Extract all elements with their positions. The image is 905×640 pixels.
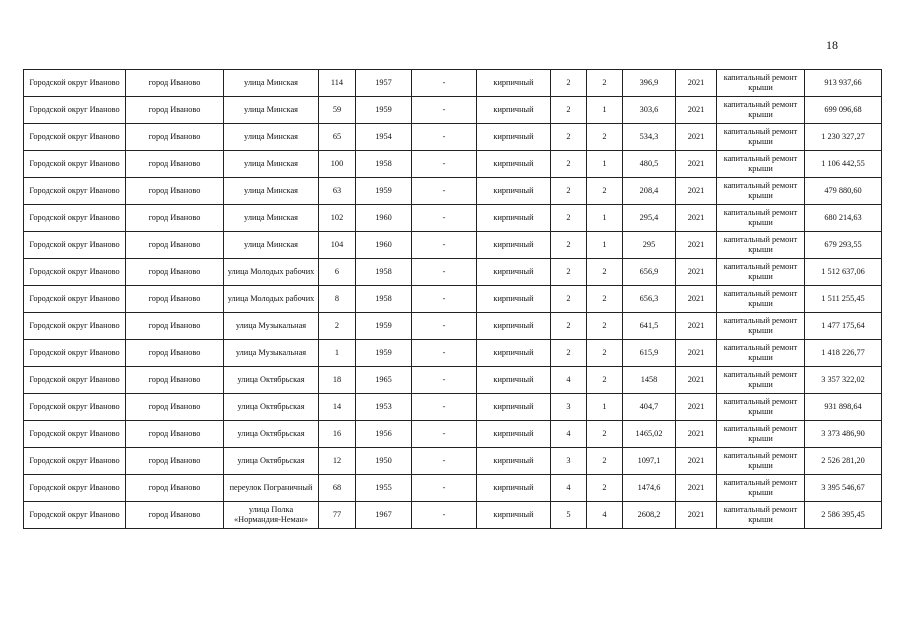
cost-cell: 3 357 322,02 [805, 367, 882, 394]
street-cell: улица Полка «Нормандия-Неман» [224, 502, 319, 529]
locality-cell: город Иваново [126, 475, 224, 502]
wall-material-cell: кирпичный [477, 205, 551, 232]
year-built-cell: 1959 [356, 340, 412, 367]
cost-cell: 1 230 327,27 [805, 124, 882, 151]
wall-material-cell: кирпичный [477, 313, 551, 340]
work-type-cell: капитальный ремонт крыши [717, 259, 805, 286]
area-cell: 303,6 [623, 97, 676, 124]
area-cell: 615,9 [623, 340, 676, 367]
work-type-cell: капитальный ремонт крыши [717, 151, 805, 178]
table-row [24, 286, 882, 313]
repair-year-cell: 2021 [676, 97, 717, 124]
wall-material-cell: кирпичный [477, 232, 551, 259]
area-cell: 208,4 [623, 178, 676, 205]
repair-year-cell: 2021 [676, 178, 717, 205]
repair-year-cell: 2021 [676, 421, 717, 448]
entrances-cell: 1 [587, 205, 623, 232]
street-cell: улица Минская [224, 232, 319, 259]
dash-cell: - [412, 205, 477, 232]
street-cell: улица Минская [224, 97, 319, 124]
cost-cell: 931 898,64 [805, 394, 882, 421]
street-cell: улица Минская [224, 205, 319, 232]
entrances-cell: 2 [587, 313, 623, 340]
table-row [24, 367, 882, 394]
entrances-cell: 2 [587, 340, 623, 367]
wall-material-cell: кирпичный [477, 97, 551, 124]
house-number-cell: 100 [319, 151, 356, 178]
work-type-cell: капитальный ремонт крыши [717, 448, 805, 475]
area-cell: 1097,1 [623, 448, 676, 475]
repair-year-cell: 2021 [676, 340, 717, 367]
entrances-cell: 2 [587, 448, 623, 475]
street-cell: улица Молодых рабочих [224, 259, 319, 286]
wall-material-cell: кирпичный [477, 448, 551, 475]
wall-material-cell: кирпичный [477, 502, 551, 529]
locality-cell: город Иваново [126, 151, 224, 178]
floors-cell: 2 [551, 70, 587, 97]
table-row [24, 394, 882, 421]
locality-cell: город Иваново [126, 313, 224, 340]
wall-material-cell: кирпичный [477, 421, 551, 448]
wall-material-cell: кирпичный [477, 151, 551, 178]
house-number-cell: 77 [319, 502, 356, 529]
entrances-cell: 1 [587, 394, 623, 421]
locality-cell: город Иваново [126, 448, 224, 475]
cost-cell: 2 586 395,45 [805, 502, 882, 529]
house-number-cell: 18 [319, 367, 356, 394]
repair-year-cell: 2021 [676, 475, 717, 502]
locality-cell: город Иваново [126, 394, 224, 421]
year-built-cell: 1959 [356, 97, 412, 124]
repair-year-cell: 2021 [676, 124, 717, 151]
area-cell: 295 [623, 232, 676, 259]
wall-material-cell: кирпичный [477, 475, 551, 502]
floors-cell: 4 [551, 421, 587, 448]
area-cell: 1458 [623, 367, 676, 394]
year-built-cell: 1950 [356, 448, 412, 475]
entrances-cell: 2 [587, 124, 623, 151]
cost-cell: 913 937,66 [805, 70, 882, 97]
municipality-cell: Городской округ Иваново [24, 313, 126, 340]
cost-cell: 2 526 281,20 [805, 448, 882, 475]
street-cell: переулок Пограничный [224, 475, 319, 502]
entrances-cell: 1 [587, 97, 623, 124]
work-type-cell: капитальный ремонт крыши [717, 502, 805, 529]
entrances-cell: 2 [587, 259, 623, 286]
locality-cell: город Иваново [126, 286, 224, 313]
year-built-cell: 1959 [356, 313, 412, 340]
municipality-cell: Городской округ Иваново [24, 394, 126, 421]
repair-year-cell: 2021 [676, 286, 717, 313]
repair-year-cell: 2021 [676, 151, 717, 178]
house-number-cell: 12 [319, 448, 356, 475]
municipality-cell: Городской округ Иваново [24, 70, 126, 97]
municipality-cell: Городской округ Иваново [24, 340, 126, 367]
work-type-cell: капитальный ремонт крыши [717, 394, 805, 421]
dash-cell: - [412, 178, 477, 205]
house-number-cell: 16 [319, 421, 356, 448]
locality-cell: город Иваново [126, 232, 224, 259]
municipality-cell: Городской округ Иваново [24, 367, 126, 394]
wall-material-cell: кирпичный [477, 394, 551, 421]
year-built-cell: 1960 [356, 205, 412, 232]
dash-cell: - [412, 151, 477, 178]
year-built-cell: 1960 [356, 232, 412, 259]
house-number-cell: 59 [319, 97, 356, 124]
entrances-cell: 2 [587, 178, 623, 205]
municipality-cell: Городской округ Иваново [24, 178, 126, 205]
locality-cell: город Иваново [126, 340, 224, 367]
repair-year-cell: 2021 [676, 232, 717, 259]
house-number-cell: 65 [319, 124, 356, 151]
floors-cell: 4 [551, 475, 587, 502]
dash-cell: - [412, 124, 477, 151]
housing-repair-table [23, 69, 882, 529]
cost-cell: 1 477 175,64 [805, 313, 882, 340]
cost-cell: 680 214,63 [805, 205, 882, 232]
cost-cell: 3 373 486,90 [805, 421, 882, 448]
house-number-cell: 104 [319, 232, 356, 259]
floors-cell: 2 [551, 313, 587, 340]
municipality-cell: Городской округ Иваново [24, 448, 126, 475]
entrances-cell: 2 [587, 70, 623, 97]
house-number-cell: 68 [319, 475, 356, 502]
area-cell: 1474,6 [623, 475, 676, 502]
work-type-cell: капитальный ремонт крыши [717, 97, 805, 124]
dash-cell: - [412, 97, 477, 124]
street-cell: улица Молодых рабочих [224, 286, 319, 313]
cost-cell: 1 512 637,06 [805, 259, 882, 286]
cost-cell: 1 418 226,77 [805, 340, 882, 367]
dash-cell: - [412, 259, 477, 286]
locality-cell: город Иваново [126, 502, 224, 529]
dash-cell: - [412, 367, 477, 394]
year-built-cell: 1965 [356, 367, 412, 394]
street-cell: улица Минская [224, 124, 319, 151]
table-row [24, 97, 882, 124]
street-cell: улица Музыкальная [224, 313, 319, 340]
house-number-cell: 63 [319, 178, 356, 205]
dash-cell: - [412, 502, 477, 529]
street-cell: улица Октябрьская [224, 421, 319, 448]
work-type-cell: капитальный ремонт крыши [717, 367, 805, 394]
table-row [24, 421, 882, 448]
floors-cell: 2 [551, 97, 587, 124]
cost-cell: 1 106 442,55 [805, 151, 882, 178]
work-type-cell: капитальный ремонт крыши [717, 205, 805, 232]
year-built-cell: 1957 [356, 70, 412, 97]
repair-year-cell: 2021 [676, 448, 717, 475]
work-type-cell: капитальный ремонт крыши [717, 232, 805, 259]
area-cell: 2608,2 [623, 502, 676, 529]
locality-cell: город Иваново [126, 421, 224, 448]
municipality-cell: Городской округ Иваново [24, 232, 126, 259]
floors-cell: 2 [551, 286, 587, 313]
house-number-cell: 14 [319, 394, 356, 421]
cost-cell: 679 293,55 [805, 232, 882, 259]
wall-material-cell: кирпичный [477, 286, 551, 313]
work-type-cell: капитальный ремонт крыши [717, 475, 805, 502]
house-number-cell: 1 [319, 340, 356, 367]
municipality-cell: Городской округ Иваново [24, 502, 126, 529]
municipality-cell: Городской округ Иваново [24, 259, 126, 286]
year-built-cell: 1958 [356, 286, 412, 313]
table-row [24, 475, 882, 502]
wall-material-cell: кирпичный [477, 70, 551, 97]
floors-cell: 5 [551, 502, 587, 529]
entrances-cell: 1 [587, 151, 623, 178]
year-built-cell: 1959 [356, 178, 412, 205]
floors-cell: 3 [551, 394, 587, 421]
municipality-cell: Городской округ Иваново [24, 286, 126, 313]
dash-cell: - [412, 313, 477, 340]
work-type-cell: капитальный ремонт крыши [717, 178, 805, 205]
wall-material-cell: кирпичный [477, 124, 551, 151]
house-number-cell: 8 [319, 286, 356, 313]
table-row [24, 340, 882, 367]
table-row [24, 178, 882, 205]
area-cell: 1465,02 [623, 421, 676, 448]
table-row [24, 313, 882, 340]
locality-cell: город Иваново [126, 367, 224, 394]
table-row [24, 502, 882, 529]
locality-cell: город Иваново [126, 259, 224, 286]
municipality-cell: Городской округ Иваново [24, 421, 126, 448]
dash-cell: - [412, 232, 477, 259]
repair-year-cell: 2021 [676, 70, 717, 97]
year-built-cell: 1956 [356, 421, 412, 448]
area-cell: 641,5 [623, 313, 676, 340]
cost-cell: 479 880,60 [805, 178, 882, 205]
cost-cell: 699 096,68 [805, 97, 882, 124]
table-body [24, 70, 882, 529]
dash-cell: - [412, 394, 477, 421]
work-type-cell: капитальный ремонт крыши [717, 421, 805, 448]
cost-cell: 3 395 546,67 [805, 475, 882, 502]
work-type-cell: капитальный ремонт крыши [717, 70, 805, 97]
municipality-cell: Городской округ Иваново [24, 151, 126, 178]
area-cell: 480,5 [623, 151, 676, 178]
table-row [24, 232, 882, 259]
work-type-cell: капитальный ремонт крыши [717, 313, 805, 340]
table-row [24, 448, 882, 475]
municipality-cell: Городской округ Иваново [24, 205, 126, 232]
house-number-cell: 102 [319, 205, 356, 232]
repair-year-cell: 2021 [676, 502, 717, 529]
floors-cell: 4 [551, 367, 587, 394]
wall-material-cell: кирпичный [477, 340, 551, 367]
wall-material-cell: кирпичный [477, 259, 551, 286]
repair-year-cell: 2021 [676, 259, 717, 286]
locality-cell: город Иваново [126, 178, 224, 205]
street-cell: улица Минская [224, 70, 319, 97]
cost-cell: 1 511 255,45 [805, 286, 882, 313]
wall-material-cell: кирпичный [477, 367, 551, 394]
entrances-cell: 2 [587, 367, 623, 394]
table-row [24, 205, 882, 232]
street-cell: улица Октябрьская [224, 448, 319, 475]
dash-cell: - [412, 448, 477, 475]
year-built-cell: 1958 [356, 151, 412, 178]
page-number: 18 [826, 38, 838, 52]
table-row [24, 70, 882, 97]
year-built-cell: 1955 [356, 475, 412, 502]
locality-cell: город Иваново [126, 97, 224, 124]
municipality-cell: Городской округ Иваново [24, 97, 126, 124]
area-cell: 396,9 [623, 70, 676, 97]
area-cell: 534,3 [623, 124, 676, 151]
repair-year-cell: 2021 [676, 394, 717, 421]
year-built-cell: 1953 [356, 394, 412, 421]
floors-cell: 2 [551, 259, 587, 286]
floors-cell: 3 [551, 448, 587, 475]
floors-cell: 2 [551, 124, 587, 151]
table-row [24, 124, 882, 151]
floors-cell: 2 [551, 178, 587, 205]
area-cell: 404,7 [623, 394, 676, 421]
dash-cell: - [412, 286, 477, 313]
year-built-cell: 1958 [356, 259, 412, 286]
house-number-cell: 114 [319, 70, 356, 97]
floors-cell: 2 [551, 151, 587, 178]
locality-cell: город Иваново [126, 70, 224, 97]
repair-year-cell: 2021 [676, 313, 717, 340]
municipality-cell: Городской округ Иваново [24, 124, 126, 151]
house-number-cell: 6 [319, 259, 356, 286]
entrances-cell: 1 [587, 232, 623, 259]
dash-cell: - [412, 340, 477, 367]
repair-year-cell: 2021 [676, 367, 717, 394]
street-cell: улица Минская [224, 151, 319, 178]
street-cell: улица Минская [224, 178, 319, 205]
wall-material-cell: кирпичный [477, 178, 551, 205]
area-cell: 656,3 [623, 286, 676, 313]
table-row [24, 259, 882, 286]
street-cell: улица Музыкальная [224, 340, 319, 367]
municipality-cell: Городской округ Иваново [24, 475, 126, 502]
entrances-cell: 2 [587, 286, 623, 313]
street-cell: улица Октябрьская [224, 367, 319, 394]
area-cell: 295,4 [623, 205, 676, 232]
area-cell: 656,9 [623, 259, 676, 286]
work-type-cell: капитальный ремонт крыши [717, 286, 805, 313]
year-built-cell: 1954 [356, 124, 412, 151]
work-type-cell: капитальный ремонт крыши [717, 340, 805, 367]
locality-cell: город Иваново [126, 124, 224, 151]
dash-cell: - [412, 475, 477, 502]
street-cell: улица Октябрьская [224, 394, 319, 421]
floors-cell: 2 [551, 232, 587, 259]
table-row [24, 151, 882, 178]
locality-cell: город Иваново [126, 205, 224, 232]
entrances-cell: 2 [587, 421, 623, 448]
dash-cell: - [412, 70, 477, 97]
entrances-cell: 2 [587, 475, 623, 502]
floors-cell: 2 [551, 340, 587, 367]
repair-year-cell: 2021 [676, 205, 717, 232]
dash-cell: - [412, 421, 477, 448]
entrances-cell: 4 [587, 502, 623, 529]
year-built-cell: 1967 [356, 502, 412, 529]
work-type-cell: капитальный ремонт крыши [717, 124, 805, 151]
floors-cell: 2 [551, 205, 587, 232]
house-number-cell: 2 [319, 313, 356, 340]
